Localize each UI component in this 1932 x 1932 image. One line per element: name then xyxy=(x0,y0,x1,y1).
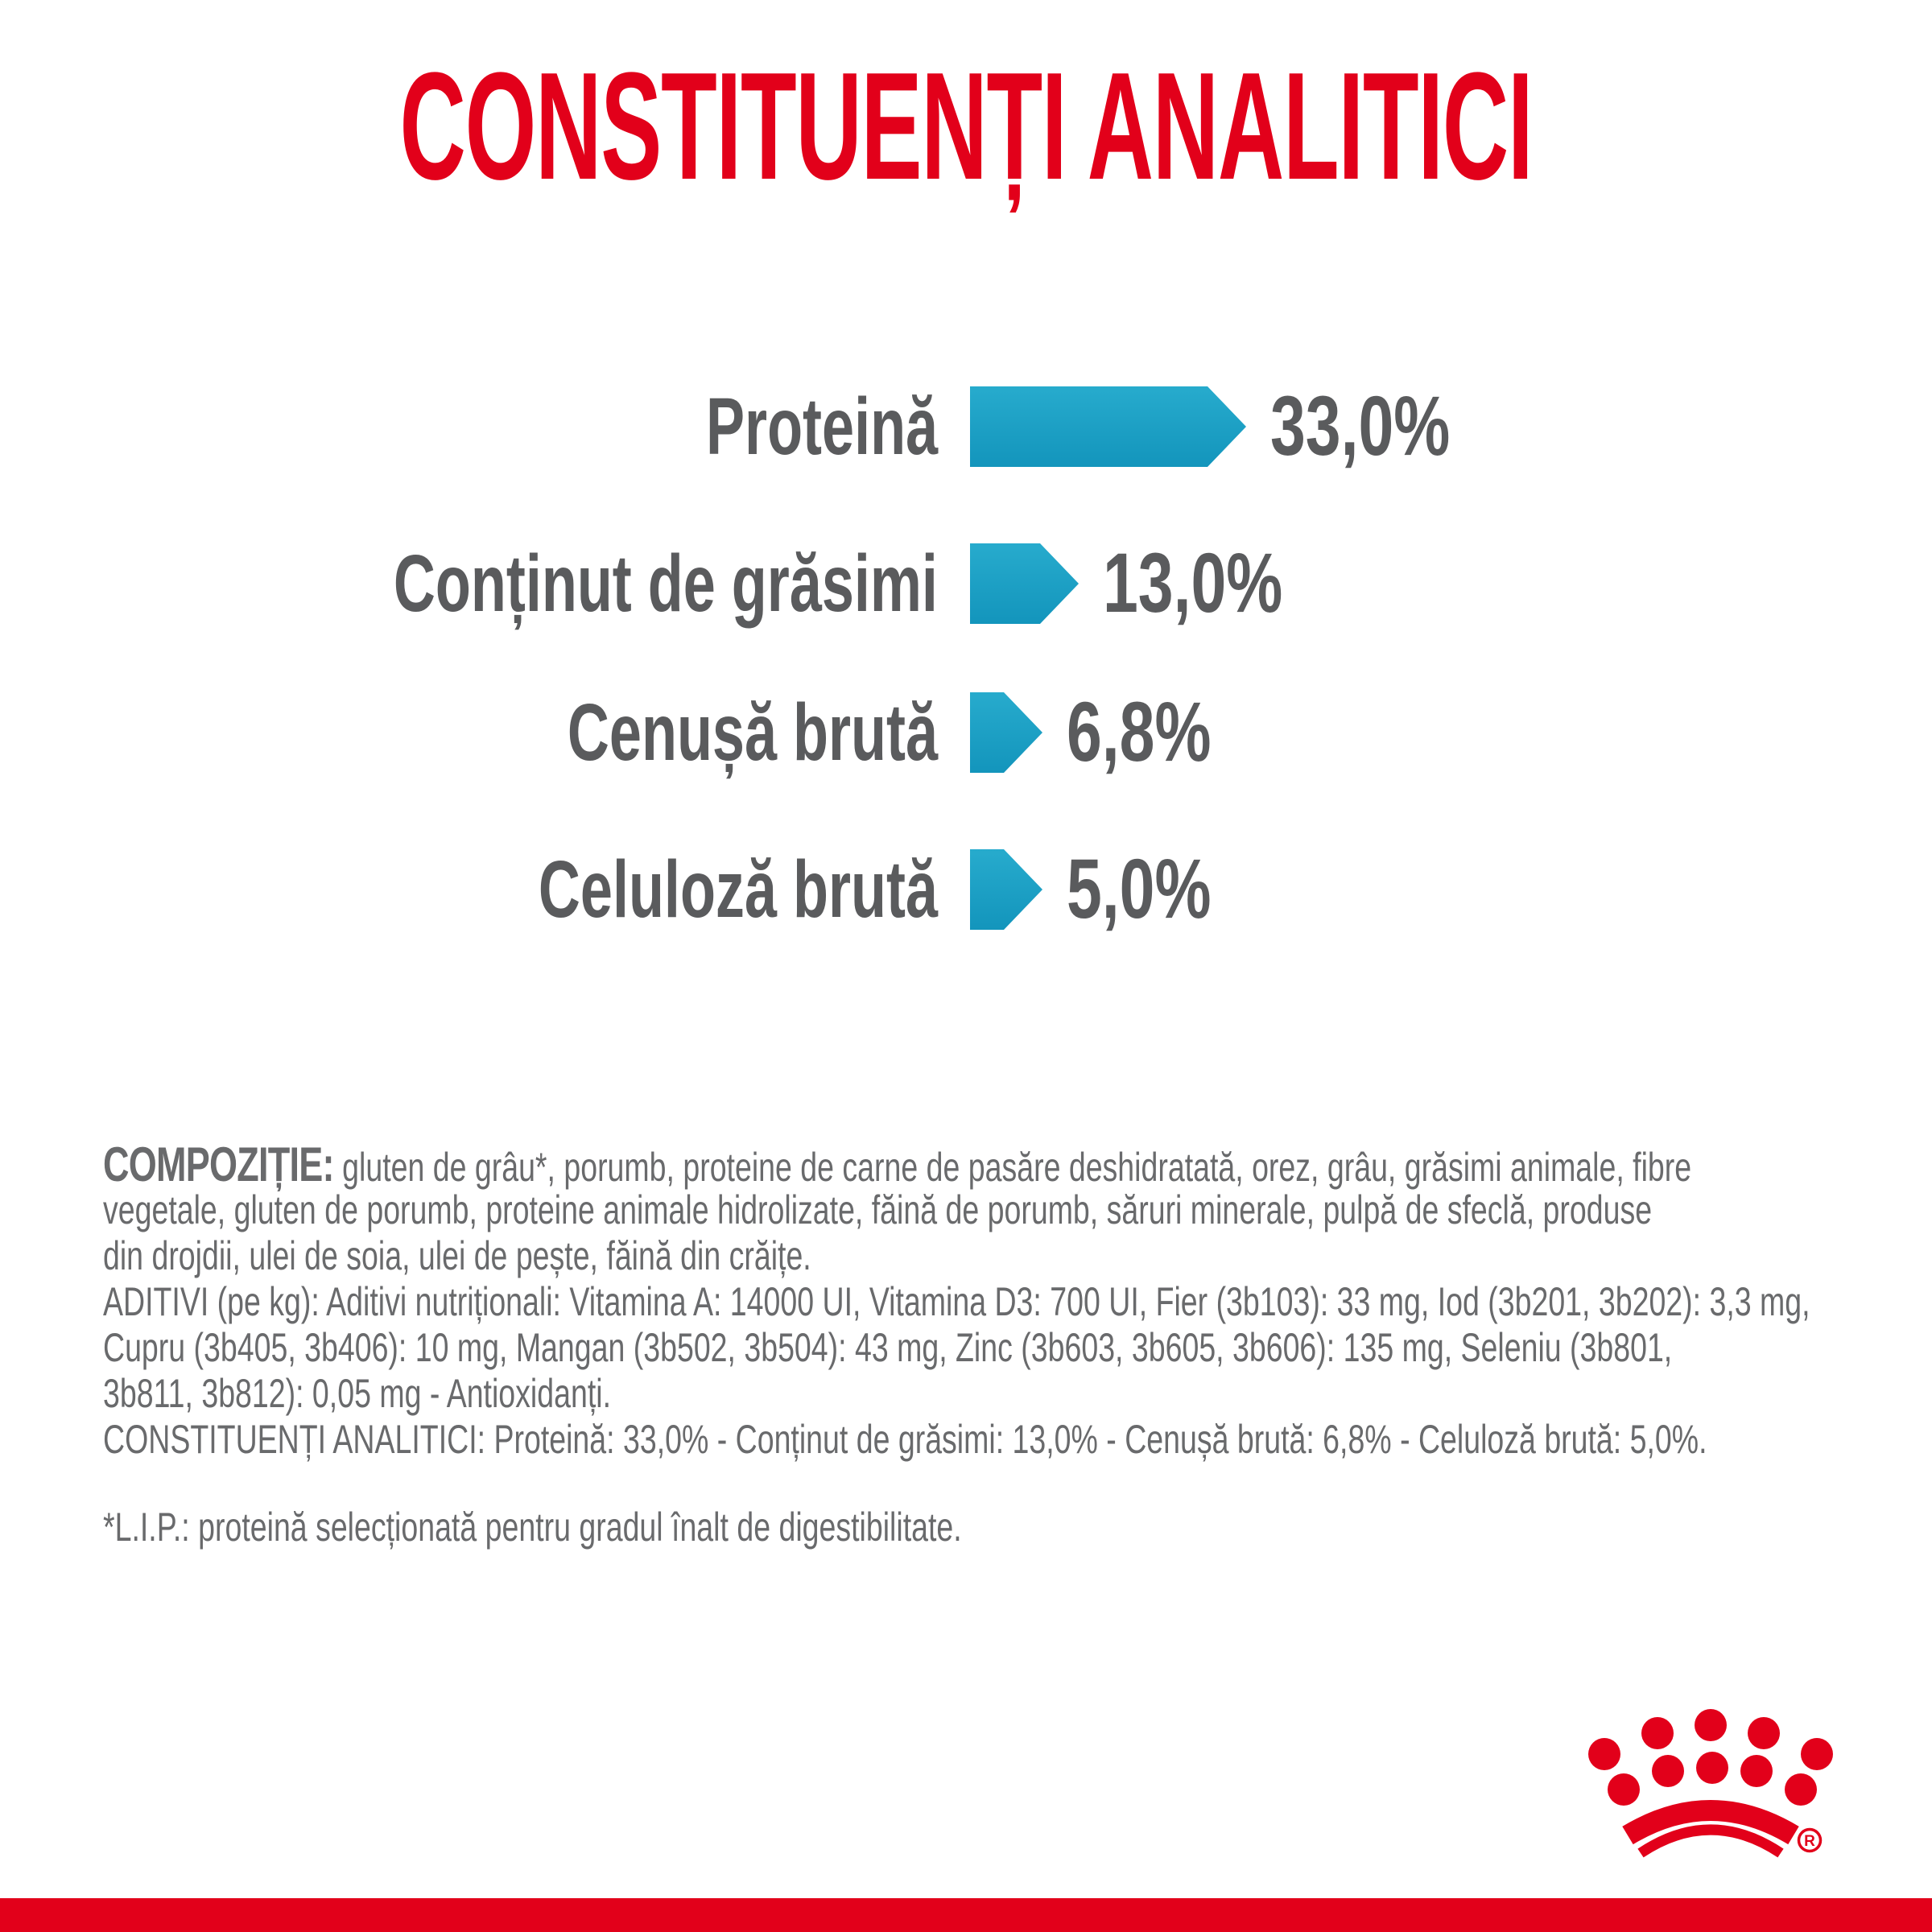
bar-cenusa xyxy=(970,692,1042,773)
composition-line-text: gluten de grâu*, porumb, proteine de carne de pasăre deshidratată, orez, grâu, grăsimi animale, fibre xyxy=(333,1145,1692,1190)
lip-footnote: *L.I.P.: proteină selecționată pentru gradul înalt de digestibilitate. xyxy=(103,1505,962,1550)
additives-line: 3b811, 3b812): 0,05 mg - Antioxidanți. xyxy=(103,1371,611,1416)
chart-row-proteina xyxy=(0,379,1932,473)
additives-line: ADITIVI (pe kg): Aditivi nutriționali: Vitamina A: 14000 UI, Vitamina D3: 700 UI, Fier (3b103): 33 mg, Iod (3b201, 3b202): 3,3 mg, xyxy=(103,1279,1810,1324)
bar-value: 33,0% xyxy=(1270,379,1451,473)
bar-celuloza xyxy=(970,849,1042,930)
additives-line: Cupru (3b405, 3b406): 10 mg, Mangan (3b502, 3b504): 43 mg, Zinc (3b603, 3b605, 3b606): 135 mg, Seleniu (3b801, xyxy=(103,1325,1673,1370)
chart-row-celuloza xyxy=(0,842,1932,936)
bar-value: 13,0% xyxy=(1103,536,1283,630)
composition-text-block xyxy=(103,1137,1914,1550)
page-title: CONSTITUENȚI ANALITICI xyxy=(399,41,1533,212)
bar-label: Celuloză brută xyxy=(538,844,938,935)
crown-band-thin xyxy=(1641,1830,1781,1853)
chart-row-grasimi xyxy=(0,536,1932,630)
analytical-constituents-line: CONSTITUENȚI ANALITICI: Proteină: 33,0% - Conținut de grăsimi: 13,0% - Cenușă brută: 6,8% - Celuloză brută: 5,0%. xyxy=(103,1417,1707,1462)
registered-trademark-icon xyxy=(1799,1830,1821,1852)
composition-heading: COMPOZIȚIE: xyxy=(103,1137,334,1191)
bar-grasimi xyxy=(970,543,1079,624)
composition-line: din drojdii, ulei de soia, ulei de pește, făină din crăițe. xyxy=(103,1233,811,1278)
bar-value: 5,0% xyxy=(1067,842,1212,936)
crown-dots xyxy=(1588,1709,1833,1806)
bar-proteina xyxy=(970,386,1246,467)
composition-line xyxy=(103,1137,1914,1191)
composition-line: vegetale, gluten de porumb, proteine animale hidrolizate, făină de porumb, săruri minerale, pulpă de sfeclă, produse xyxy=(103,1187,1653,1232)
bar-label: Cenușă brută xyxy=(567,687,938,778)
chart-row-cenusa xyxy=(0,685,1932,779)
bar-value: 6,8% xyxy=(1067,685,1212,779)
royal-canin-crown-logo xyxy=(1578,1700,1843,1861)
bottom-red-band xyxy=(0,1898,1932,1932)
svg-text:R: R xyxy=(1804,1833,1815,1850)
bar-label: Proteină xyxy=(705,381,938,472)
bar-label: Conținut de grăsimi xyxy=(393,538,938,629)
